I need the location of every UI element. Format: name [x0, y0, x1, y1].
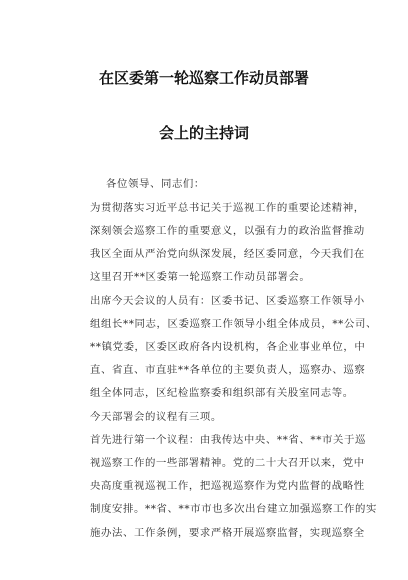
- body-line: 施办法、工作条例，要求严格开展巡察监督，实现巡察全: [90, 527, 365, 539]
- body-line: 这里召开**区委第一轮巡察工作动员部署会。: [90, 271, 311, 283]
- body-line: 组组长**同志，区委巡察工作领导小组全体成员，**公司、: [90, 318, 377, 330]
- document-title-line-2: 会上的主持词: [158, 124, 249, 142]
- document-title-line-1: 在区委第一轮巡察工作动员部署: [98, 69, 309, 87]
- body-line: 深刻领会巡察工作的重要意义，以强有力的政治监督推动: [90, 225, 365, 237]
- body-line: 央高度重视巡视工作，把巡视巡察作为党内监督的战略性: [90, 480, 365, 492]
- body-line: 组全体同志，区纪检监察委和组织部有关股室同志等。: [90, 387, 354, 399]
- body-line: 为贯彻落实习近平总书记关于巡视工作的重要论述精神，: [90, 202, 365, 214]
- body-line: 我区全面从严治党向纵深发展，经区委同意，今天我们在: [90, 248, 365, 260]
- body-line: 出席今天会议的人员有：区委书记、区委巡察工作领导小: [90, 295, 365, 307]
- body-line: 视巡察工作的一些部署精神。党的二十大召开以来，党中: [90, 457, 365, 469]
- body-line: 今天部署会的议程有三项。: [90, 411, 222, 423]
- salutation: 各位领导、同志们：: [106, 178, 205, 190]
- body-line: 首先进行第一个议程：由我传达中央、**省、**市关于巡: [90, 434, 366, 446]
- body-line: **镇党委，区委区政府各内设机构，各企业事业单位，中: [90, 341, 366, 353]
- body-line: 直、省直、市直驻**各单位的主要负责人，巡察办、巡察: [90, 364, 366, 376]
- body-line: 制度安排。**省、**市市也多次出台建立加强巡察工作的实: [90, 503, 377, 515]
